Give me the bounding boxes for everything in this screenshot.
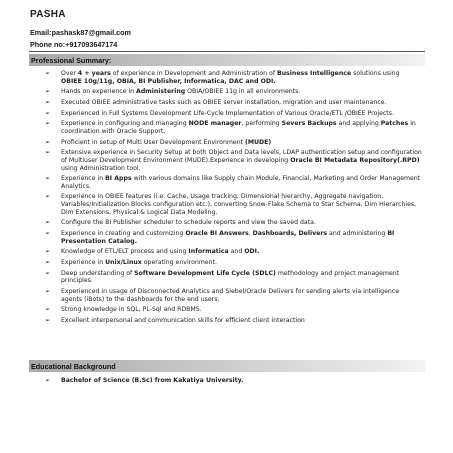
bullet-text: Knowledge of ETL/ELT process and using Informatica and ODI. [61,248,260,256]
education-list-item [44,377,422,385]
arrowhead-bullet-icon: ➢ [45,377,51,384]
header-divider [29,51,425,52]
education-section-header [29,360,425,372]
bullet-text: Experienced in Full Systems Development Life-Cycle Implementation of Various Oracle/ETL /OBIEE Projects. [61,109,394,117]
summary-list-item [44,259,422,267]
arrowhead-bullet-icon: ➢ [45,269,51,277]
summary-list-item [44,139,422,147]
arrowhead-bullet-icon: ➢ [45,306,51,314]
bullet-text: Experienced in usage of Disconnected Analytics and Siebel/Oracle Delivers for sending alerts via intelligence agents (iBots) to the dashboards for the end users. [61,287,400,303]
arrowhead-bullet-icon: ➢ [45,175,51,183]
bullet-text: Strong knowledge in SQL, PL-Sql and RDBMS. [61,306,202,314]
arrowhead-bullet-icon: ➢ [45,230,51,238]
summary-list-item [44,270,422,285]
bullet-text: Configure the BI Publisher scheduler to schedule reports and view the saved data. [61,219,316,227]
education-section-title: Educational Background [31,361,116,371]
education-list [44,377,422,388]
summary-list-item [44,230,422,245]
arrowhead-bullet-icon: ➢ [45,259,51,266]
bullet-text: Experience in BI Apps with various domains like Supply chain Module, Financial, Marketing and Order Management Analytics. [61,175,421,190]
bullet-text: Extensive experience in Security Setup at both Object and Data levels, LDAP authentication setup and configuration of Multiuser Development Environment (MUDE).Experience in developing Oracle BI Metadata Repository(.RPD) using Administration tool. [61,149,422,172]
summary-list-item [44,120,422,135]
bullet-text: Deep understanding of Software Development Life Cycle (SDLC) methodology and project management principles. [61,269,400,285]
bullet-text: Bachelor of Science (B.Sc) from Kakatiya University. [61,377,244,384]
candidate-name: PASHA [30,9,66,20]
summary-list-item [44,70,422,85]
bullet-text: Experience in OBIEE features (i.e. Cache, Usage tracking, Dimensional hierarchy, Aggregate navigation, Variables/Initialization Blocks configuration etc.), converting Snow-Flake Schema to Star Schema, Dim Hierarchies, Dim Extensions, Physical & Logical Data Modeling. [61,193,417,216]
arrowhead-bullet-icon: ➢ [45,248,51,256]
phone-line: Phone no:+917093647174 [30,40,118,49]
summary-list-item [44,317,422,325]
summary-list-item [44,99,422,107]
arrowhead-bullet-icon: ➢ [45,98,51,106]
summary-list-item [44,110,422,118]
summary-section-title: Professional Summary: [31,55,112,65]
arrowhead-bullet-icon: ➢ [45,109,51,117]
email-line: Email:pashask87@gmail.com [30,28,131,37]
arrowhead-bullet-icon: ➢ [45,149,51,157]
summary-list-item [44,193,422,216]
arrowhead-bullet-icon: ➢ [45,88,51,96]
arrowhead-bullet-icon: ➢ [45,316,51,324]
arrowhead-bullet-icon: ➢ [45,138,51,146]
arrowhead-bullet-icon: ➢ [45,120,51,128]
arrowhead-bullet-icon: ➢ [45,287,51,295]
summary-section-header [29,54,425,66]
bullet-text: Excellent interpersonal and communication skills for efficient client interaction [61,316,305,324]
summary-list-item [44,149,422,172]
bullet-text: Executed OBIEE administrative tasks such as OBIEE server installation, migration and user maintenance. [61,98,387,106]
summary-list-item [44,88,422,96]
summary-list-item [44,248,422,256]
arrowhead-bullet-icon: ➢ [45,193,51,201]
bullet-text: Hands on experience in Administering OBIA/OBIEE 11g in all environments. [61,88,301,96]
summary-list-item [44,306,422,314]
arrowhead-bullet-icon: ➢ [45,219,51,227]
bullet-text: Experience in creating and customizing Oracle BI Answers, Dashboards, Delivers and administering BI Presentation Catalog. [61,230,395,245]
summary-list [44,70,422,328]
bullet-text: Experience in Unix/Linux operating environment. [61,259,217,266]
arrowhead-bullet-icon: ➢ [45,70,51,77]
bullet-text: Proficient in setup of Multi User Development Environment (MUDE) [61,138,272,146]
summary-list-item [44,288,422,303]
summary-list-item [44,175,422,190]
bullet-text: Experience in configuring and managing NODE manager, performing Severs Backups and applying Patches in coordination with Oracle Support. [61,120,416,135]
summary-list-item [44,219,422,227]
bullet-text: Over 4 + years of experience in Development and Administration of Business Intelligence solutions using OBIEE 10g/11g, OBIA, BI Publisher, Informatica, DAC and ODI. [61,70,400,85]
